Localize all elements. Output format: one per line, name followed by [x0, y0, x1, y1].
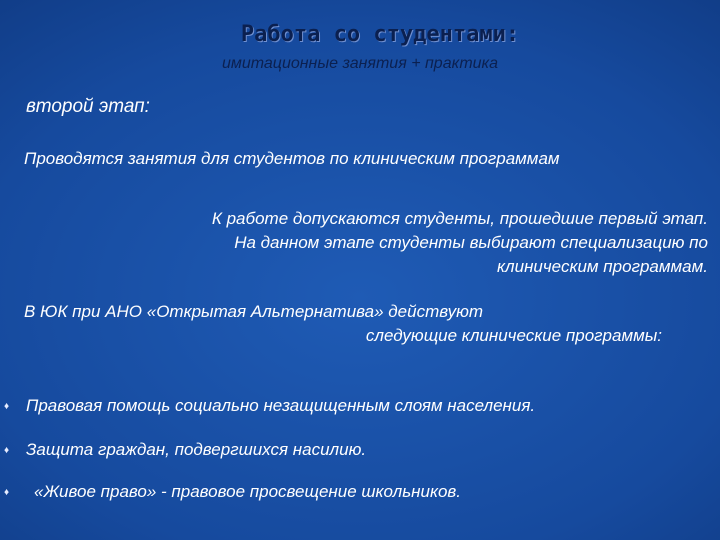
list-item: [4, 440, 366, 460]
list-item-text: Защита граждан, подвергшихся насилию.: [26, 440, 367, 459]
paragraph-classes: Проводятся занятия для студентов по клиническим программам: [24, 149, 560, 168]
list-item-text: Правовая помощь социально незащищенным слоям населения.: [26, 396, 536, 415]
list-item-text: «Живое право» - правовое просвещение школьников.: [34, 482, 462, 501]
admission-line-3: клиническим программам.: [497, 257, 708, 276]
diamond-bullet-icon: ♦: [4, 401, 10, 413]
paragraph-admission: [212, 207, 708, 279]
diamond-bullet-icon: ♦: [4, 487, 10, 499]
paragraph-programs-intro: [24, 300, 662, 348]
list-item: [4, 396, 535, 416]
slide-title: Работа со студентами:: [240, 22, 520, 47]
stage-heading: второй этап:: [26, 96, 150, 117]
slide-subtitle: имитационные занятия + практика: [221, 55, 498, 72]
admission-line-2: На данном этапе студенты выбирают специализацию по: [234, 233, 708, 252]
list-item: [4, 482, 461, 502]
admission-line-1: К работе допускаются студенты, прошедшие первый этап.: [211, 209, 708, 228]
programs-intro-line-1: В ЮК при АНО «Открытая Альтернатива» действуют: [24, 302, 484, 321]
programs-intro-line-2: следующие клинические программы:: [365, 326, 662, 345]
diamond-bullet-icon: ♦: [4, 445, 10, 457]
